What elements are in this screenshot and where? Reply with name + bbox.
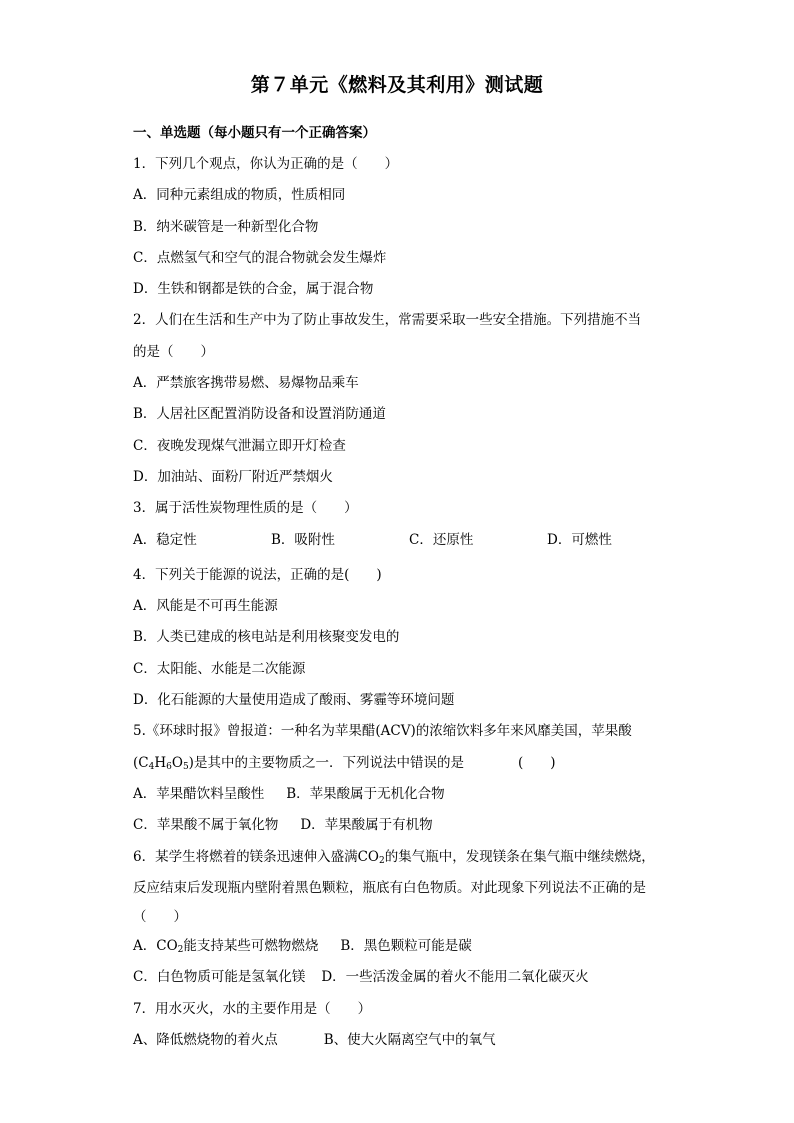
- q3-options: [133, 525, 678, 556]
- q6-stem-line2: 反应结束后发现瓶内壁附着黑色颗粒，瓶底有白色物质。对此现象下列说法不正确的是: [133, 879, 646, 896]
- q1-option-a: A．同种元素组成的物质，性质相同: [133, 187, 346, 204]
- q2-option-a: A．严禁旅客携带易燃、易爆物品乘车: [133, 375, 359, 392]
- page-title: 第７单元《燃料及其利用》测试题: [250, 74, 544, 96]
- q6-stem-sub: 2: [379, 855, 385, 866]
- q5-sub-o: 5: [182, 761, 189, 772]
- q3-option-c: C．还原性: [409, 531, 474, 548]
- q6-options-cd: [133, 962, 678, 993]
- q2-option-d: D．加油站、面粉厂附近严禁烟火: [133, 468, 333, 485]
- q3-option-b: B．吸附性: [271, 531, 335, 548]
- q2-stem-line2: 的是（ ）: [133, 343, 214, 360]
- q6-option-a-sub: 2: [177, 945, 184, 956]
- q7-options-ab: [133, 1025, 678, 1056]
- q1-option-d: D．生铁和钢都是铁的合金，属于混合物: [133, 281, 374, 298]
- q5-formula-o: O: [171, 754, 183, 771]
- q5-option-a: A．苹果醋饮料呈酸性: [133, 785, 265, 802]
- q5-formula-c: (C: [133, 754, 149, 771]
- q5-stem-line1: 5.《环球时报》曾报道：一种名为苹果醋(ACV)的浓缩饮料多年来风靡美国，苹果酸: [133, 723, 632, 740]
- q6-stem-line3: （ ）: [133, 909, 187, 926]
- section-heading: 一、单选题（每小题只有一个正确答案）: [133, 125, 376, 141]
- q6-options-ab: [133, 931, 678, 962]
- q5-formula-h: H: [154, 754, 167, 771]
- q6-stem-line1: [133, 842, 678, 873]
- q5-option-c: C．苹果酸不属于氧化物: [133, 817, 279, 834]
- q5-option-d: D．苹果酸属于有机物: [300, 817, 433, 834]
- q4-stem: 4．下列关于能源的说法，正确的是( ): [133, 566, 382, 583]
- q6-option-a-start: A．CO: [133, 938, 178, 955]
- q2-option-b: B．人居社区配置消防设备和设置消防通道: [133, 406, 386, 423]
- q7-stem: 7．用水灭火，水的主要作用是（ ）: [133, 1000, 372, 1017]
- q6-option-a-end: 能支持某些可燃物燃烧: [183, 938, 319, 955]
- question-list: [133, 123, 678, 1056]
- q4-option-a: A．风能是不可再生能源: [133, 598, 278, 615]
- q1-option-c: C．点燃氢气和空气的混合物就会发生爆炸: [133, 249, 387, 266]
- q2-option-c: C．夜晚发现煤气泄漏立即开灯检查: [133, 437, 346, 454]
- q3-option-d: D．可燃性: [547, 531, 612, 548]
- q3-stem: 3．属于活性炭物理性质的是（ ）: [133, 500, 358, 517]
- q5-sub-h: 6: [166, 761, 172, 772]
- q7-option-b: B、使大火隔离空气中的氧气: [323, 1032, 496, 1049]
- q3-option-a: A．稳定性: [133, 531, 197, 548]
- q6-option-d: D．一些活泼金属的着火不能用二氧化碳灭火: [321, 969, 589, 986]
- q6-option-c: C．白色物质可能是氢氧化镁: [133, 969, 306, 986]
- q7-option-a: A、降低燃烧物的着火点: [133, 1032, 278, 1049]
- q1-stem: 1．下列几个观点，你认为正确的是（ ）: [133, 156, 399, 172]
- q5-sub-c: 4: [148, 761, 155, 772]
- q5-stem-line2: [133, 748, 678, 779]
- q6-stem-end: 的集气瓶中，发现镁条在集气瓶中继续燃烧，: [384, 848, 655, 865]
- q4-option-b: B．人类已建成的核电站是利用核聚变发电的: [133, 629, 400, 646]
- q2-stem-line1: 2．人们在生活和生产中为了防止事故发生，常需要采取一些安全措施。下列措施不当: [133, 312, 642, 329]
- q5-options-ab: [133, 779, 678, 810]
- q5-options-cd: [133, 810, 678, 841]
- q1-option-b: B．纳米碳管是一种新型化合物: [133, 218, 319, 235]
- q4-option-c: C．太阳能、水能是二次能源: [133, 660, 306, 677]
- q5-option-b: B．苹果酸属于无机化合物: [286, 785, 445, 802]
- q5-stem-tail: )是其中的主要物质之一．下列说法中错误的是 ( ): [188, 754, 556, 771]
- q6-option-b: B．黑色颗粒可能是碳: [340, 938, 472, 955]
- q6-stem-start: 6．某学生将燃着的镁条迅速伸入盛满CO: [133, 848, 379, 865]
- q4-option-d: D．化石能源的大量使用造成了酸雨、雾霾等环境问题: [133, 692, 455, 709]
